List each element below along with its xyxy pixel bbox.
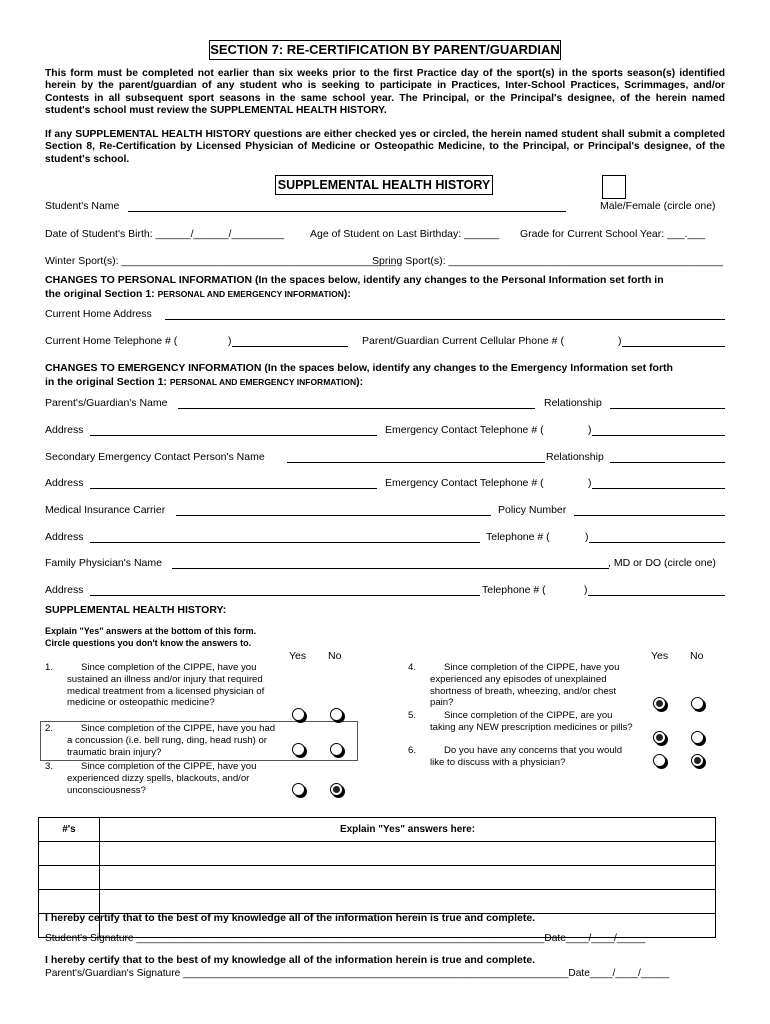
emergency-phone-close-2: )	[588, 477, 592, 489]
question-1-number: 1.	[45, 662, 54, 673]
telephone-close: )	[585, 531, 589, 543]
student-name-label: Student's Name	[45, 200, 120, 212]
address-field-2[interactable]	[90, 488, 377, 489]
relationship-label: Relationship	[544, 397, 602, 409]
no-header-right: No	[690, 650, 704, 662]
table-row[interactable]	[39, 842, 716, 866]
address-field[interactable]	[90, 435, 377, 436]
q4-yes-radio[interactable]	[653, 697, 666, 710]
relationship-field[interactable]	[610, 408, 725, 409]
telephone-label-2: Telephone # (	[482, 584, 546, 596]
telephone-field[interactable]	[589, 542, 725, 543]
home-phone-label: Current Home Telephone # (	[45, 335, 178, 347]
question-3-text: Since completion of the CIPPE, have you experienced dizzy spells, blackouts, and/or unconsciousness?	[67, 761, 257, 796]
address-label: Address	[45, 424, 84, 436]
physician-label: Family Physician's Name	[45, 557, 162, 569]
history-instruction-1: Explain "Yes" answers at the bottom of this form.	[45, 626, 257, 636]
cell-phone-close: )	[618, 335, 622, 347]
physician-field[interactable]	[172, 568, 609, 569]
history-instruction-2: Circle questions you don't know the answers to.	[45, 638, 252, 648]
emergency-phone-label-2: Emergency Contact Telephone # (	[385, 477, 544, 489]
q6-yes-radio[interactable]	[653, 754, 666, 767]
address-field-4[interactable]	[90, 595, 480, 596]
q3-yes-radio[interactable]	[292, 783, 305, 796]
spring-sports-field[interactable]: Spring Sport(s): _______________________________________________	[372, 255, 723, 267]
personal-changes-heading: CHANGES TO PERSONAL INFORMATION (In the spaces below, identify any changes to the Personal Information set forth in	[45, 274, 664, 286]
supplemental-paragraph: If any SUPPLEMENTAL HEALTH HISTORY questions are either checked yes or circled, the herein named student shall submit a completed Section 8, Re-Certification by Licensed Physician of Medicine or Osteopathic Medicine, to the Principal, or Principal's designee, of the student's school.	[45, 129, 725, 165]
q5-no-radio[interactable]	[691, 731, 704, 744]
relationship-field-2[interactable]	[610, 462, 725, 463]
question-2-number: 2.	[45, 723, 54, 734]
policy-field[interactable]	[574, 515, 725, 516]
emergency-phone-field[interactable]	[592, 435, 725, 436]
supplemental-history-title: SUPPLEMENTAL HEALTH HISTORY	[275, 175, 493, 195]
q2-no-radio[interactable]	[330, 743, 343, 756]
q1-yes-radio[interactable]	[292, 708, 305, 721]
intro-paragraph: This form must be completed not earlier than six weeks prior to the first Practice day of the sport(s) in the sports season(s) identified herein by the parent/guardian of any student who is seeking to participate in Practices, Inter-School Practices, Scrimmages, and/or Contests in all subsequent sport seasons in the same school year. The Principal, or the Principal's designee, of the herein named student's school must review the SUPPLEMENTAL HEALTH HISTORY.	[45, 68, 725, 117]
age-field[interactable]: Age of Student on Last Birthday: ______	[310, 228, 500, 240]
table-header-row	[39, 818, 716, 842]
personal-changes-heading-2: the original Section 1: PERSONAL AND EMERGENCY INFORMATION):	[45, 288, 351, 300]
numbers-column-header: #'s	[39, 818, 100, 842]
cell-phone-label: Parent/Guardian Current Cellular Phone # (	[362, 335, 564, 347]
q2-yes-radio[interactable]	[292, 743, 305, 756]
address-label-2: Address	[45, 477, 84, 489]
dob-field[interactable]: Date of Student's Birth: ______/______/_________	[45, 228, 285, 240]
student-signature-field[interactable]: Student's Signature ________________________________________________________________________Date____/____/_____	[45, 933, 646, 944]
guardian-name-label: Parent's/Guardian's Name	[45, 397, 168, 409]
emergency-phone-field-2[interactable]	[592, 488, 725, 489]
home-phone-close: )	[228, 335, 232, 347]
q6-no-radio[interactable]	[691, 754, 704, 767]
gender-label: Male/Female (circle one)	[600, 200, 716, 212]
question-3-number: 3.	[45, 761, 54, 772]
q5-yes-radio[interactable]	[653, 731, 666, 744]
insurance-label: Medical Insurance Carrier	[45, 504, 166, 516]
address-label-3: Address	[45, 531, 84, 543]
telephone-field-2[interactable]	[588, 595, 725, 596]
question-5-text: Since completion of the CIPPE, are you taking any NEW prescription medicines or pills?	[430, 710, 633, 733]
table-row[interactable]	[39, 890, 716, 914]
grade-field[interactable]: Grade for Current School Year: ___.___	[520, 228, 706, 240]
yes-header-left: Yes	[289, 650, 307, 662]
yes-header-right: Yes	[651, 650, 669, 662]
certify-statement-student: I hereby certify that to the best of my knowledge all of the information herein is true and complete.	[45, 912, 536, 924]
question-5-number: 5.	[408, 710, 417, 721]
question-6-number: 6.	[408, 745, 417, 756]
no-header-left: No	[328, 650, 342, 662]
history-heading: SUPPLEMENTAL HEALTH HISTORY:	[45, 604, 227, 616]
parent-signature-field[interactable]: Parent's/Guardian's Signature ____________________________________________________________________Date____/____/_____	[45, 968, 670, 979]
question-1-text: Since completion of the CIPPE, have you sustained an illness and/or injury that required medical treatment from a licensed physician of medicine or osteopathic medicine?	[67, 662, 265, 709]
q3-no-radio[interactable]	[330, 783, 343, 796]
q1-no-radio[interactable]	[330, 708, 343, 721]
home-phone-field[interactable]	[232, 346, 348, 347]
winter-sports-field[interactable]: Winter Sport(s): _______________________________________________	[45, 255, 396, 267]
telephone-close-2: )	[584, 584, 588, 596]
insurance-field[interactable]	[176, 515, 491, 516]
section-checkbox[interactable]	[602, 175, 626, 199]
md-do-label: , MD or DO (circle one)	[608, 557, 716, 569]
cell-phone-field[interactable]	[622, 346, 725, 347]
q4-no-radio[interactable]	[691, 697, 704, 710]
address-label-4: Address	[45, 584, 84, 596]
question-2-text: Since completion of the CIPPE, have you had a concussion (i.e. bell rung, ding, head rush) or traumatic brain injury?	[67, 723, 276, 758]
relationship-label-2: Relationship	[546, 451, 604, 463]
emergency-phone-close: )	[588, 424, 592, 436]
student-name-field[interactable]	[128, 211, 566, 212]
emergency-changes-heading-2: in the original Section 1: PERSONAL AND EMERGENCY INFORMATION):	[45, 376, 364, 388]
address-field-3[interactable]	[90, 542, 480, 543]
question-6-text: Do you have any concerns that you would like to discuss with a physician?	[430, 745, 623, 768]
question-4-text: Since completion of the CIPPE, have you experienced any episodes of unexplained shortness of breath, wheezing, and/or chest pain?	[430, 662, 620, 709]
current-address-label: Current Home Address	[45, 308, 152, 320]
secondary-contact-label: Secondary Emergency Contact Person's Name	[45, 451, 265, 463]
emergency-phone-label: Emergency Contact Telephone # (	[385, 424, 544, 436]
guardian-name-field[interactable]	[178, 408, 535, 409]
table-row[interactable]	[39, 866, 716, 890]
explain-column-header: Explain "Yes" answers here:	[100, 818, 716, 842]
certify-statement-parent: I hereby certify that to the best of my knowledge all of the information herein is true and complete.	[45, 954, 536, 966]
current-address-field[interactable]	[165, 319, 725, 320]
secondary-contact-field[interactable]	[287, 462, 545, 463]
emergency-changes-heading: CHANGES TO EMERGENCY INFORMATION (In the spaces below, identify any changes to the Emergency Information set forth	[45, 362, 673, 374]
telephone-label: Telephone # (	[486, 531, 550, 543]
policy-label: Policy Number	[498, 504, 567, 516]
question-4-number: 4.	[408, 662, 417, 673]
section-title: SECTION 7: RE-CERTIFICATION BY PARENT/GUARDIAN	[209, 40, 561, 60]
